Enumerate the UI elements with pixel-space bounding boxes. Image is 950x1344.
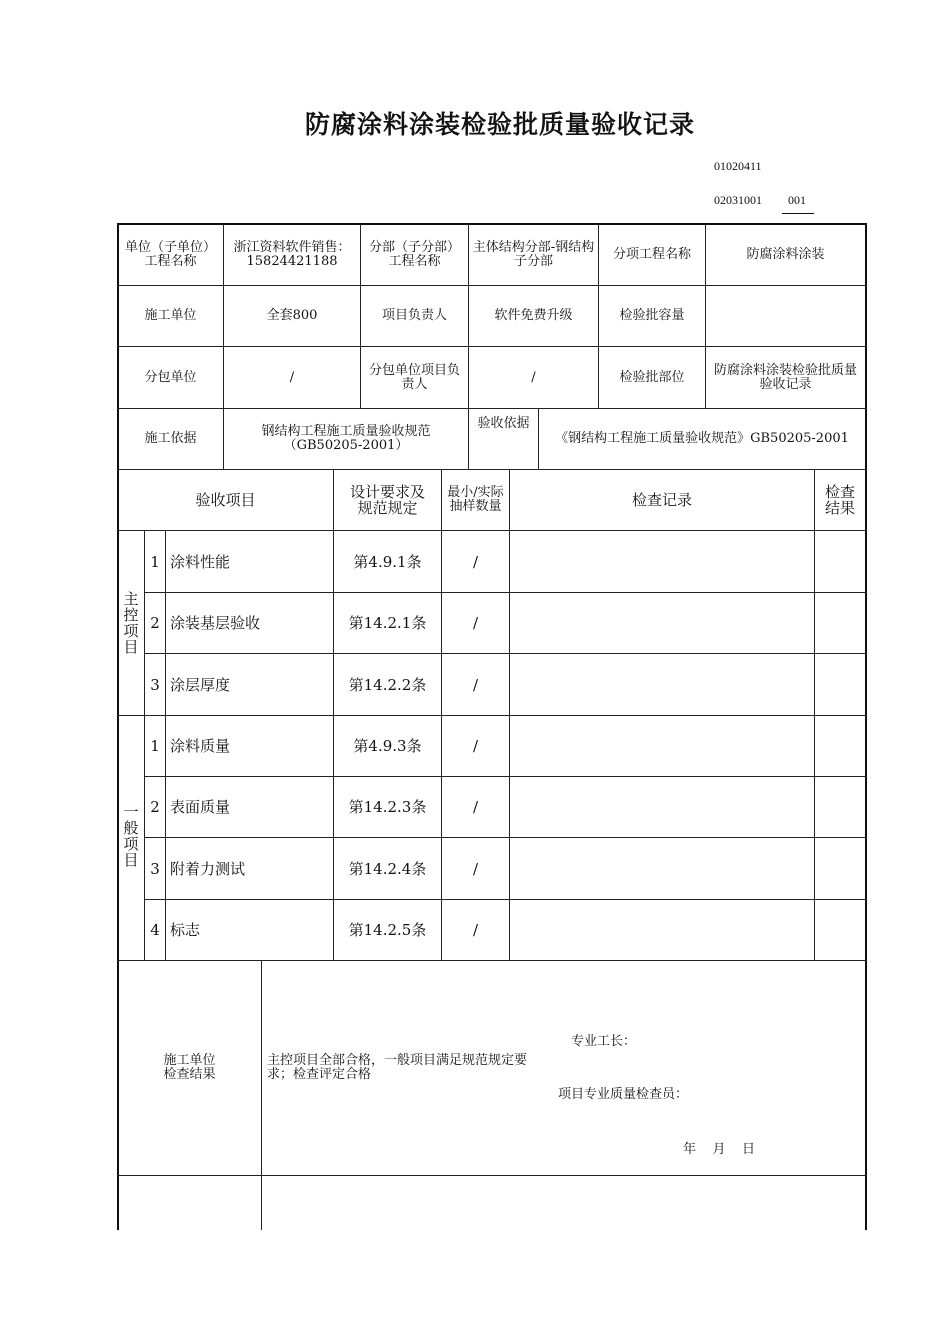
row-spec: 第4.9.1条 [353,552,422,571]
header-item: 验收项目 [195,491,256,509]
row-item-name: 涂料质量 [170,737,231,755]
row-line [118,1175,866,1176]
conclusion-text: 主控项目全部合格，一般项目满足规范规定要求；检查评定合格 [267,1053,528,1082]
part-label: 检验批部位 [619,369,685,385]
row-number: 4 [150,921,160,939]
subitem-value: 防腐涂料涂装 [746,246,825,262]
division-value: 主体结构分部-钢结构子分部 [472,239,595,269]
capacity-label: 检验批容量 [619,308,685,323]
row-number: 3 [150,675,160,694]
row-number: 1 [150,552,160,571]
main-control-label: 主控项目 [123,590,139,656]
row-sample: / [472,798,479,816]
row-spec: 第14.2.1条 [348,614,427,632]
row-spec: 第14.2.2条 [348,675,427,694]
row-item-name: 标志 [170,921,201,939]
doc-code-2: 02031001 [714,193,762,207]
sub-pm-label: 分包单位项目负责人 [368,362,460,392]
row-sample: / [472,921,479,939]
capacity-value [706,286,865,346]
acceptance-value: 《钢结构工程施工质量验收规范》GB50205-2001 [555,431,849,446]
row-sample: / [472,614,479,632]
row-item-name: 涂料性能 [170,552,231,571]
header-spec: 设计要求及规范规定 [349,483,425,517]
row-spec: 第4.9.3条 [353,737,422,755]
constructor-label: 施工单位 [144,308,197,323]
row-sample: / [472,737,479,755]
subcontractor-label: 分包单位 [144,369,197,385]
doc-code-1: 01020411 [714,159,762,173]
row-sample: / [472,675,479,694]
foreman-label: 专业工长： [571,1034,637,1049]
division-label: 分部（子分部）工程名称 [368,239,460,269]
row-sample: / [472,859,479,878]
date-label: 年 月 日 [683,1142,756,1157]
page-title: 防腐涂料涂装检验批质量验收记录 [304,110,695,139]
unit-value: 浙江资料软件销售：15824421188 [233,239,351,269]
inspector-label: 项目专业质量检查员： [558,1087,689,1102]
unit-label: 单位（子单位）工程名称 [124,239,216,269]
row-sample: / [472,552,479,571]
row-number: 2 [150,798,160,816]
row-number: 2 [150,614,160,632]
pm-value: 软件免费升级 [494,308,573,323]
row-item-name: 涂层厚度 [170,675,231,694]
sub-pm-value: / [531,369,536,385]
pm-label: 项目负责人 [381,308,447,323]
part-value: 防腐涂料涂装检验批质量验收记录 [713,362,857,392]
acceptance-label: 验收依据 [477,416,530,431]
row-number: 1 [150,737,160,755]
basis-value: 钢结构工程施工质量验收规范（GB50205-2001） [261,424,431,453]
doc-serial: 001 [788,193,806,207]
row-spec: 第14.2.4条 [348,859,427,878]
basis-label: 施工依据 [144,431,197,446]
header-result: 检查结果 [825,483,856,517]
constructor-value: 全套800 [266,308,318,323]
table-right-border [865,223,867,1230]
conclusion-label: 施工单位检查结果 [163,1053,216,1082]
row-spec: 第14.2.3条 [348,798,427,816]
subcontractor-value: / [289,369,295,385]
row-item-name: 涂装基层验收 [170,614,261,632]
header-record: 检查记录 [631,491,692,509]
row-item-name: 附着力测试 [170,859,246,878]
row-number: 3 [150,859,160,878]
general-label: 一般项目 [123,803,139,869]
header-sample: 最小/实际抽样数量 [447,485,504,514]
row-spec: 第14.2.5条 [348,921,427,939]
subitem-label: 分项工程名称 [612,246,691,262]
row-item-name: 表面质量 [170,798,231,816]
col-line [261,961,262,1230]
serial-underline [782,213,814,214]
